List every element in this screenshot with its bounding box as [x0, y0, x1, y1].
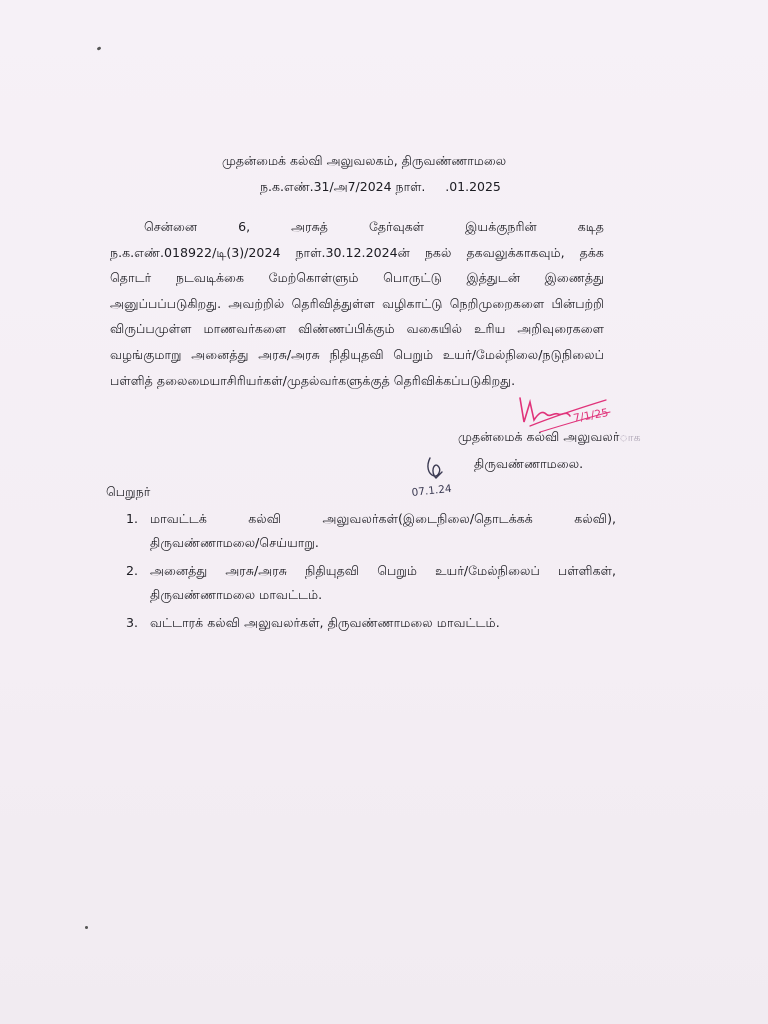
body-line: பள்ளித் தலைமையாசிரியர்கள்/முதல்வர்களுக்குத் தெரிவிக்கப்படுகிறது. [110, 372, 516, 388]
body-line: வழங்குமாறு அனைத்து அரசு/அரசு நிதியுதவி பெறும் உயர்/மேல்நிலை/நடுநிலைப் [110, 346, 604, 362]
signatory-title-suffix: ாக [619, 431, 641, 444]
initial-date: 07.1.24 [411, 482, 453, 499]
recipients-list [126, 507, 616, 639]
recipient-number: 3. [126, 615, 139, 630]
recipient-line: திருவண்ணாமலை/செய்யாறு. [150, 535, 319, 550]
body-line: அனுப்பப்படுகிறது. அவற்றில் தெரிவித்துள்ள வழிகாட்டு நெறிமுறைகளை பின்பற்றி [110, 295, 604, 311]
recipient-line: திருவண்ணாமலை மாவட்டம். [150, 587, 323, 602]
letter-body [110, 214, 604, 393]
office-name: முதன்மைக் கல்வி அலுவலகம், திருவண்ணாமலை [222, 153, 507, 168]
body-line: சென்னை 6, அரசுத் தேர்வுகள் இயக்குநரின் கடித [144, 219, 604, 234]
body-line: ந.க.எண்.018922/டி(3)/2024 நாள்.30.12.2024ன் நகல் தகவலுக்காகவும், தக்க [110, 244, 604, 260]
signatory-place: திருவண்ணாமலை. [474, 456, 584, 471]
recipient-item [126, 559, 616, 607]
recipient-line: வட்டாரக் கல்வி அலுவலர்கள், திருவண்ணாமலை மாவட்டம். [150, 615, 500, 630]
recipient-number: 1. [126, 511, 139, 526]
recipients-label: பெறுநர் [106, 484, 151, 499]
body-line: தொடர் நடவடிக்கை மேற்கொள்ளும் பொருட்டு இத்துடன் இணைத்து [110, 270, 604, 286]
signatory-title [458, 424, 641, 451]
recipient-item [126, 611, 616, 635]
recipient-number: 2. [126, 563, 139, 578]
recipient-item [126, 507, 616, 555]
body-line: விருப்பமுள்ள மாணவர்களை விண்ணப்பிக்கும் வகையில் உரிய அறிவுரைகளை [110, 321, 604, 337]
reference-number: ந.க.எண்.31/அ7/2024 நாள். .01.2025 [260, 179, 501, 194]
signatory-title-text: முதன்மைக் கல்வி அலுவலர் [458, 429, 620, 444]
paper-speck [85, 926, 88, 929]
initial-signature [408, 452, 478, 502]
recipient-line: அனைத்து அரசு/அரசு நிதியுதவி பெறும் உயர்/மேல்நிலைப் பள்ளிகள், [150, 563, 616, 578]
signature-date: 7/1/25 [572, 406, 610, 425]
paper-speck [97, 46, 102, 51]
recipient-line: மாவட்டக் கல்வி அலுவலர்கள்(இடைநிலை/தொடக்கக் கல்வி), [150, 511, 616, 526]
